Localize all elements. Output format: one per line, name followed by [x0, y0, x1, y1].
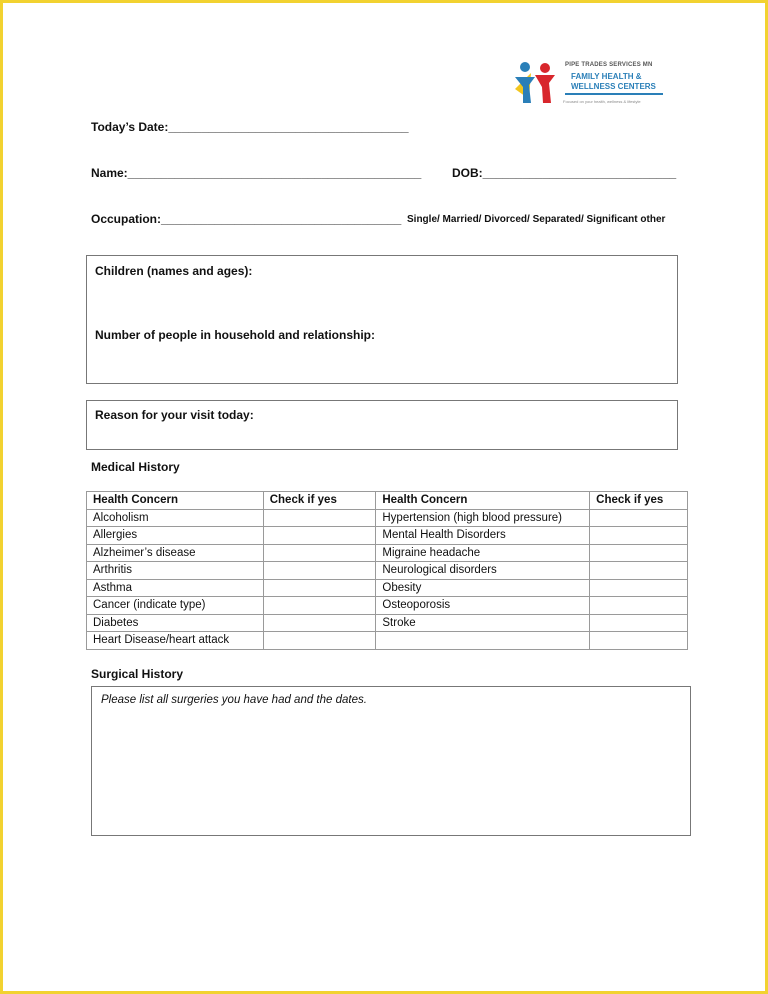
clinic-logo [509, 59, 669, 111]
concern-cell: Neurological disorders [376, 562, 590, 580]
logo-tagline: Focused on your health, wellness & lifestyle [563, 99, 641, 104]
dob-field[interactable]: DOB:_____________________________ [452, 166, 677, 180]
table-row [87, 527, 688, 545]
logo-title-line1: FAMILY HEALTH & [571, 72, 642, 81]
logo-org-name: PIPE TRADES SERVICES MN [565, 62, 653, 68]
table-row [87, 562, 688, 580]
logo-title-line2: WELLNESS CENTERS [571, 82, 656, 91]
concern-cell: Diabetes [87, 614, 264, 632]
column-header: Health Concern [87, 492, 264, 510]
concern-cell: Migraine headache [376, 544, 590, 562]
household-label: Number of people in household and relationship: [95, 328, 376, 342]
concern-cell: Osteoporosis [376, 597, 590, 615]
concern-cell: Mental Health Disorders [376, 527, 590, 545]
concern-cell: Stroke [376, 614, 590, 632]
check-cell[interactable] [263, 614, 376, 632]
children-label: Children (names and ages): [95, 264, 253, 278]
check-cell[interactable] [263, 544, 376, 562]
surgical-history-box[interactable] [91, 686, 691, 836]
check-cell[interactable] [590, 509, 688, 527]
concern-cell: Hypertension (high blood pressure) [376, 509, 590, 527]
concern-cell: Alzheimer’s disease [87, 544, 264, 562]
medical-history-title: Medical History [91, 460, 180, 474]
logo-rule [565, 93, 663, 95]
concern-cell: Heart Disease/heart attack [87, 632, 264, 650]
check-cell[interactable] [263, 597, 376, 615]
check-cell[interactable] [590, 614, 688, 632]
concern-cell: Asthma [87, 579, 264, 597]
people-logo-icon [509, 59, 565, 107]
concern-cell: Cancer (indicate type) [87, 597, 264, 615]
check-cell[interactable] [590, 632, 688, 650]
name-field[interactable]: Name:____________________________________________ [91, 166, 422, 180]
column-header: Health Concern [376, 492, 590, 510]
concern-cell: Alcoholism [87, 509, 264, 527]
check-cell[interactable] [263, 527, 376, 545]
visit-reason-label: Reason for your visit today: [95, 408, 254, 422]
check-cell[interactable] [263, 632, 376, 650]
column-header: Check if yes [590, 492, 688, 510]
medical-history-table [86, 491, 688, 650]
table-row [87, 632, 688, 650]
occupation-field[interactable]: Occupation:____________________________________ [91, 212, 402, 226]
check-cell[interactable] [263, 562, 376, 580]
check-cell[interactable] [590, 527, 688, 545]
marital-status-options[interactable]: Single/ Married/ Divorced/ Separated/ Significant other [407, 214, 666, 225]
concern-cell: Obesity [376, 579, 590, 597]
table-row [87, 509, 688, 527]
surgical-history-title: Surgical History [91, 667, 184, 681]
check-cell[interactable] [590, 579, 688, 597]
check-cell[interactable] [263, 579, 376, 597]
table-row [87, 579, 688, 597]
todays-date-field[interactable]: Today’s Date:____________________________________ [91, 120, 409, 134]
table-row [87, 614, 688, 632]
table-row [87, 597, 688, 615]
concern-cell [376, 632, 590, 650]
household-box[interactable] [86, 255, 678, 384]
check-cell[interactable] [590, 562, 688, 580]
table-row [87, 544, 688, 562]
visit-reason-box[interactable] [86, 400, 678, 450]
table-header-row [87, 492, 688, 510]
concern-cell: Arthritis [87, 562, 264, 580]
concern-cell: Allergies [87, 527, 264, 545]
check-cell[interactable] [590, 597, 688, 615]
check-cell[interactable] [590, 544, 688, 562]
surgical-history-instruction: Please list all surgeries you have had and the dates. [101, 694, 367, 706]
check-cell[interactable] [263, 509, 376, 527]
column-header: Check if yes [263, 492, 376, 510]
